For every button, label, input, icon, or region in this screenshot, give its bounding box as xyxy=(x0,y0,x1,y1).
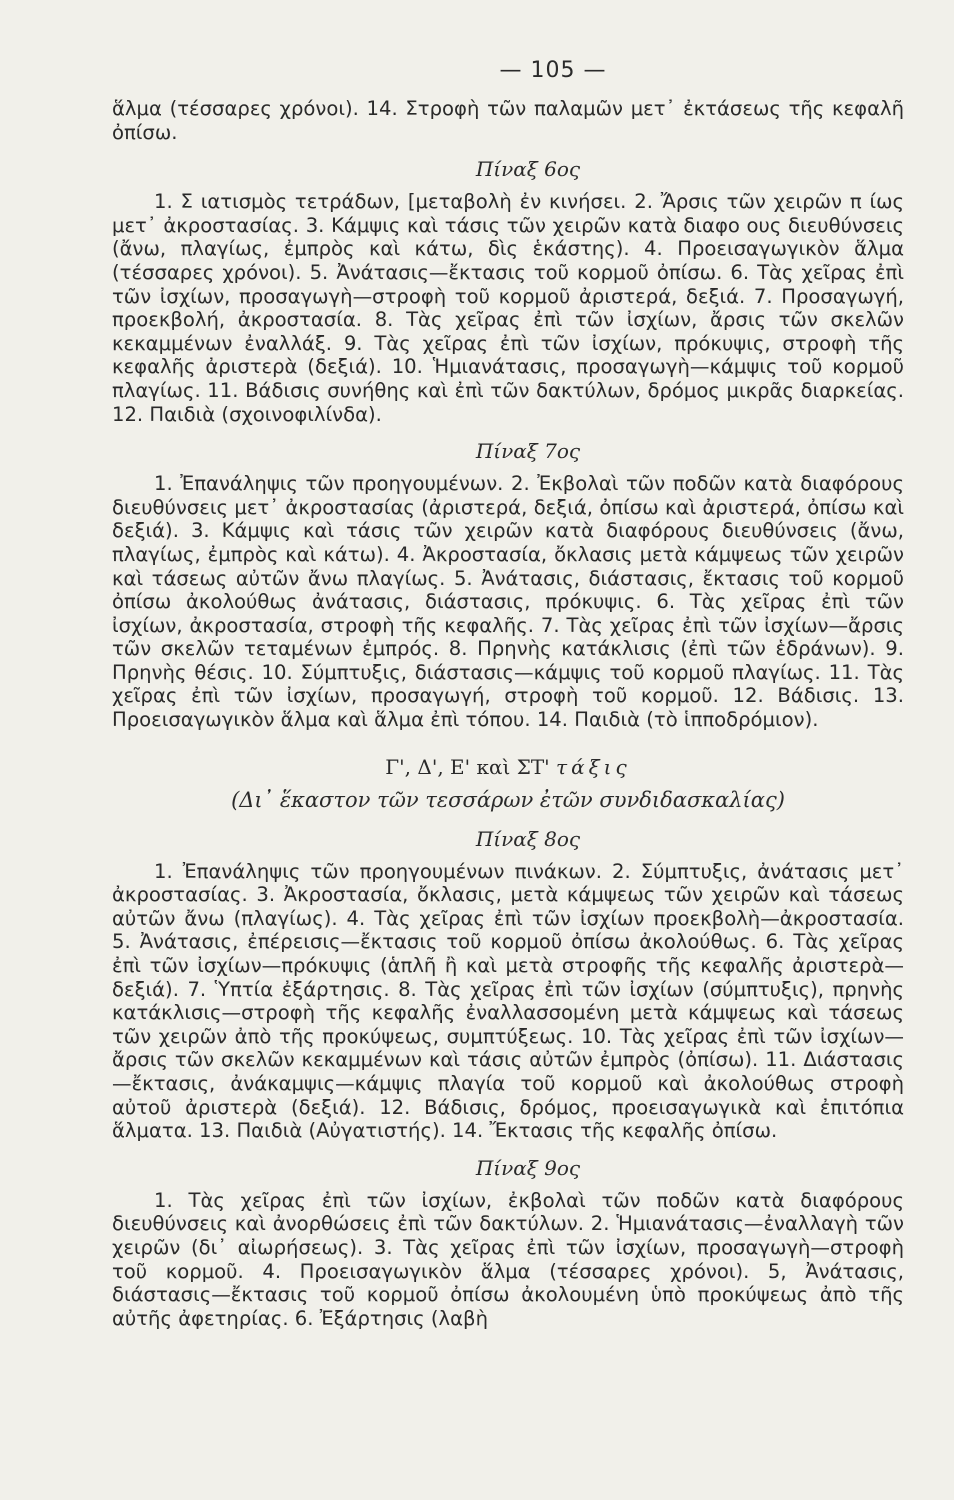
continuation-paragraph: ἅλμα (τέσσαρες χρόνοι). 14. Στροφὴ τῶν παλαμῶν μετ᾿ ἐκτάσεως τῆς κεφαλῆ ὀπίσω. xyxy=(112,97,904,144)
page-number: — 105 — xyxy=(499,58,607,83)
table-7-text: 1. Ἐπανάληψις τῶν προηγουμένων. 2. Ἐκβολαὶ τῶν ποδῶν κατὰ διαφόρους διευθύνσεις μετ᾿ ἀκροστασίας (ἀριστερά, δεξιά, ὀπίσω καὶ ἀριστερά, ὀπίσω καὶ δεξιά). 3. Κάμψις καὶ τάσις τῶν χειρῶν κατὰ διαφόρους διευθύνσεις (ἄνω, πλαγίως, ἐμπρὸς καὶ κάτω). 4. Ἀκροστασία, ὄκλασις μετὰ κάμψεως τῶν χειρῶν καὶ τάσεως αὐτῶν ἄνω πλαγίως. 5. Ἀνάτασις, διάστασις, ἔκτασις τοῦ κορμοῦ ὀπίσω ἀκολούθως ἀνάτασις, διάστασις, πρόκυψις. 6. Τὰς χεῖρας ἐπὶ τῶν ἰσχίων, ἀκροστασία, στροφὴ τῆς κεφαλῆς. 7. Τὰς χεῖρας ἐπὶ τῶν ἰσχίων—ἄρσις τῶν σκελῶν τεταμένων ἐμπρός. 8. Πρηνὴς κατάκλισις (ἐπὶ τῶν ἑδράνων). 9. Πρηνὴς θέσις. 10. Σύμπτυξις, διάστασις—κάμψις τοῦ κορμοῦ πλαγίως. 11. Τὰς χεῖρας ἐπὶ τῶν ἰσχίων, προσαγωγή, στροφὴ τοῦ κορμοῦ. 12. Βάδισις. 13. Προεισαγωγικὸν ἅλμα καὶ ἅλμα ἐπὶ τόπου. 14. Παιδιὰ (τὸ ἱπποδρόμιον). xyxy=(112,472,904,732)
table-8-title: Πίναξ 8ος xyxy=(475,826,581,851)
table-8-text: 1. Ἐπανάληψις τῶν προηγουμένων πινάκων. 2. Σύμπτυξις, ἀνάτασις μετ᾿ ἀκροστασίας. 3. Ἀκροστασία, ὄκλασις, μετὰ κάμψεως τῶν χειρῶν καὶ τάσεως αὐτῶν ἄνω (πλαγίως). 4. Τὰς χεῖρας ἐπὶ τῶν ἰσχίων προεκβολὴ—ἀκροστασία. 5. Ἀνάτασις, ἐπέρεισις—ἔκτασις τοῦ κορμοῦ ὀπίσω ἀκολούθως. 6. Τὰς χεῖρας ἐπὶ τῶν ἰσχίων—πρόκυψις (ἁπλῆ ἢ καὶ μετὰ στροφῆς τῆς κεφαλῆς ἀριστερὰ—δεξιά). 7. Ὑπτία ἐξάρτησις. 8. Τὰς χεῖρας ἐπὶ τῶν ἰσχίων (σύμπτυξις), πρηνὴς κατάκλισις—στροφὴ τῆς κεφαλῆς ἐναλλασσομένη μετὰ κάμψεως καὶ τάσεως τῶν χειρῶν ἀπὸ τῆς προκύψεως, συμπτύξεως. 10. Τὰς χεῖρας ἐπὶ τῶν ἰσχίων—ἄρσις τῶν σκελῶν κεκαμμένων καὶ τάσις αὐτῶν ἐμπρὸς (ὀπίσω). 11. Διάστασις—ἔκτασις, ἀνάκαμψις—κάμψις πλαγία τοῦ κορμοῦ καὶ ἀκολούθως στροφὴ αὐτοῦ ἀριστερὰ (δεξιά). 12. Βάδισις, δρόμος, προεισαγωγικὰ καὶ ἐπιτόπια ἅλματα. 13. Παιδιὰ (Αὐγατιστής). 14. Ἔκτασις τῆς κεφαλῆς ὀπίσω. xyxy=(112,859,904,1143)
table-9-text: 1. Τὰς χεῖρας ἐπὶ τῶν ἰσχίων, ἐκβολαὶ τῶν ποδῶν κατὰ διαφόρους διευθύνσεις καὶ ἀνορθώσεις ἐπὶ τῶν δακτύλων. 2. Ἡμιανάτασις—ἐναλλαγὴ τῶν χειρῶν (δι᾿ αἰωρήσεως). 3. Τὰς χεῖρας ἐπὶ τῶν ἰσχίων, προσαγωγὴ—στροφὴ τοῦ κορμοῦ. 4. Προεισαγωγικὸν ἅλμα (τέσσαρες χρόνοι). 5, Ἀνάτασις, διάστασις—ἔκτασις τοῦ κορμοῦ ὀπίσω ἀκολουμένη ὑπὸ προκύψεως ἀπὸ τῆς αὐτῆς ἀφετηρίας. 6. Ἐξάρτησις (λαβὴ xyxy=(112,1188,904,1330)
table-6-text: 1. Σ ιατισμὸς τετράδων, [μεταβολὴ ἐν κινήσει. 2. Ἄρσις τῶν χειρῶν π ίως μετ᾿ ἀκροστασίας. 3. Κάμψις καὶ τάσις τῶν χειρῶν κατὰ διαφο ους διευθύνσεις (ἄνω, πλαγίως, ἐμπρὸς καὶ κάτω, δὶς ἑκάστης). 4. Προεισαγωγικὸν ἅλμα (τέσσαρες χρόνοι). 5. Ἀνάτασις—ἔκτασις τοῦ κορμοῦ ὀπίσω. 6. Τὰς χεῖρας ἐπὶ τῶν ἰσχίων, προσαγωγὴ—στροφὴ τοῦ κορμοῦ ἀριστερά, δεξιά. 7. Προσαγωγή, προεκβολή, ἀκροστασία. 8. Τὰς χεῖρας ἐπὶ τῶν ἰσχίων, ἄρσις τῶν σκελῶν κεκαμμένων ἐναλλάξ. 9. Τὰς χεῖρας ἐπὶ τῶν ἰσχίων, πρόκυψις, στροφὴ τῆς κεφαλῆς ἀριστερὰ (δεξιά). 10. Ἡμιανάτασις, προσαγωγὴ—κάμψις τοῦ κορμοῦ πλαγίως. 11. Βάδισις συνήθης καὶ ἐπὶ τῶν δακτύλων, δρόμος μικρᾶς διαρκείας. 12. Παιδιὰ (σχοινοφιλίνδα). xyxy=(112,190,904,426)
table-7-title: Πίναξ 7ος xyxy=(475,439,581,464)
section-heading xyxy=(112,754,904,780)
table-6-title: Πίναξ 6ος xyxy=(475,157,581,182)
table-9-title: Πίναξ 9ος xyxy=(475,1155,581,1180)
section-subheading: (Δι᾿ ἕκαστον τῶν τεσσάρων ἐτῶν συνδιδασκαλίας) xyxy=(231,787,785,812)
section-heading-classes: Γ', Δ', Ε' καὶ ΣΤ' xyxy=(385,754,550,779)
section-heading-word: τάξις xyxy=(556,754,631,779)
